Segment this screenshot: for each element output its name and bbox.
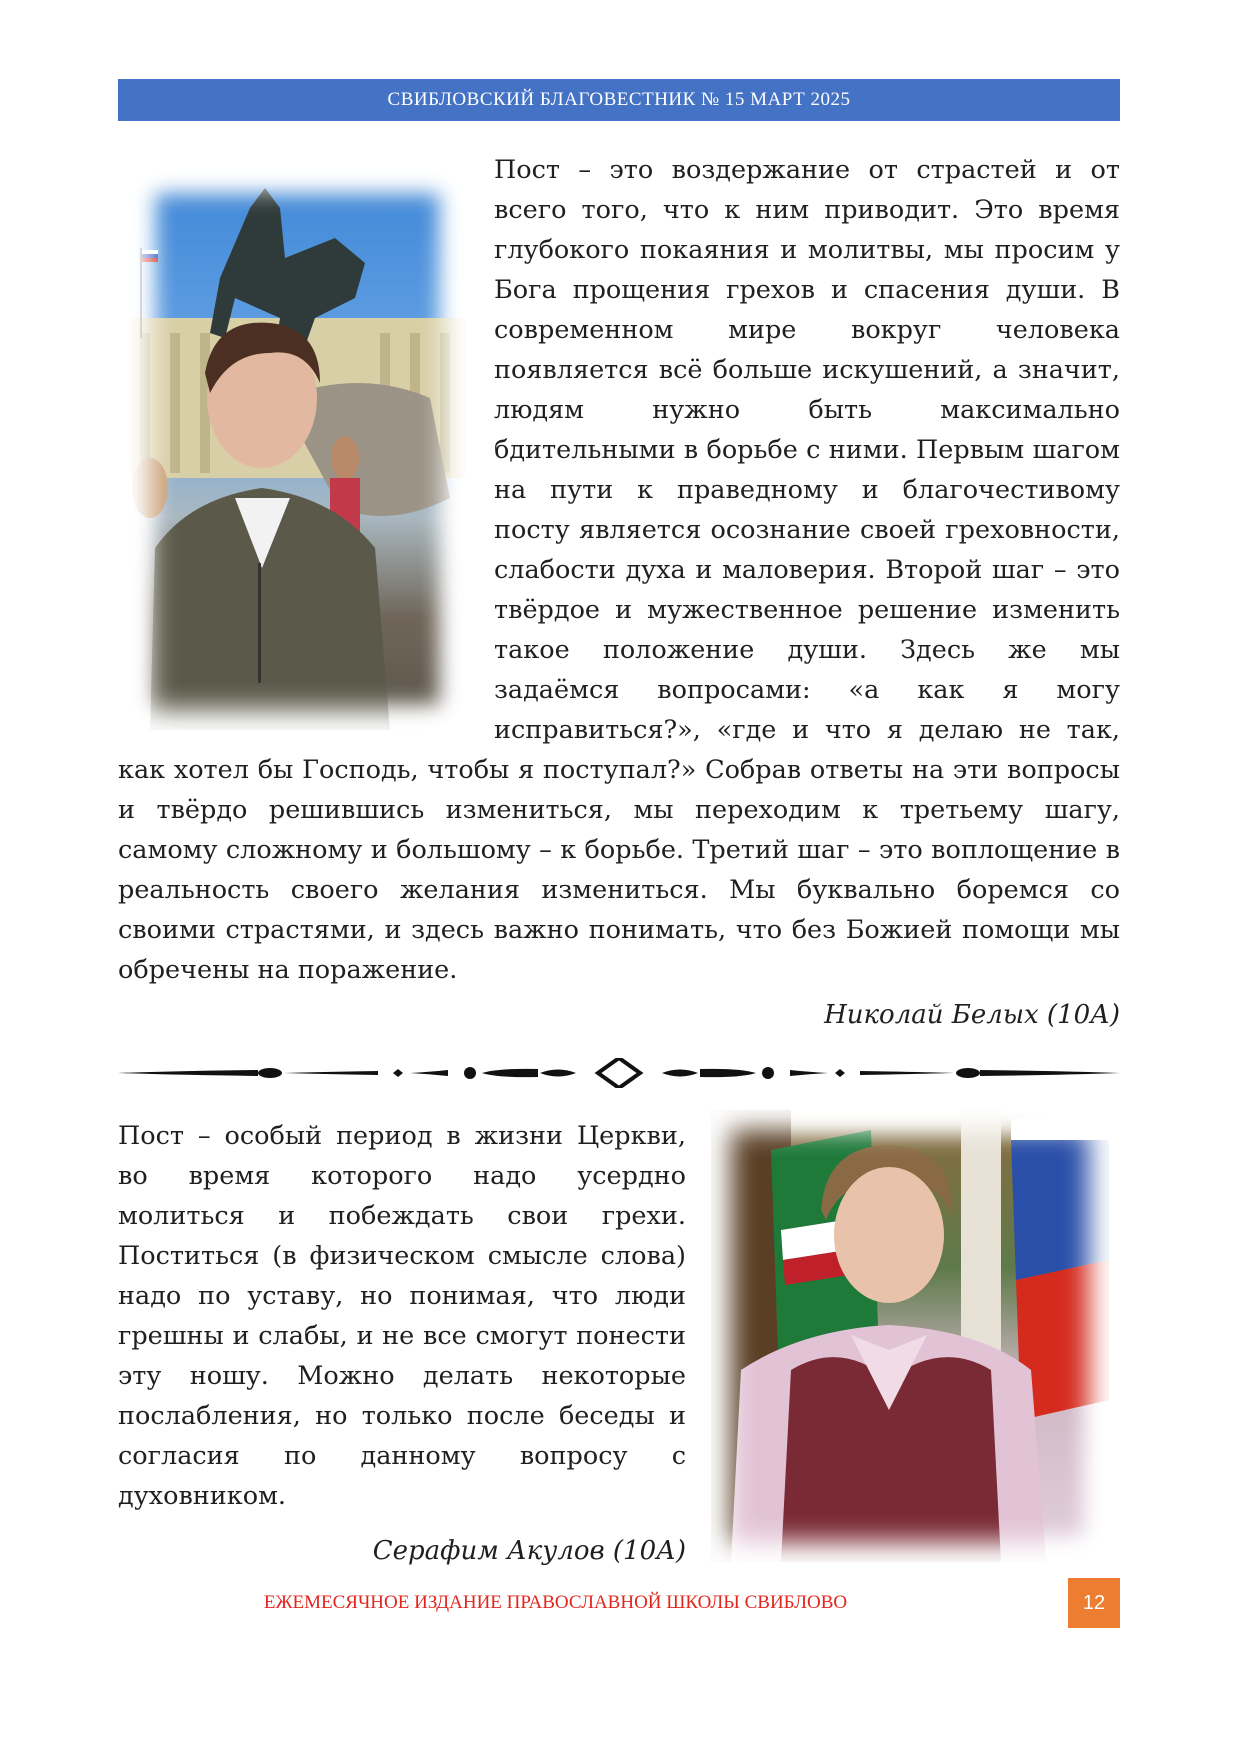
page-number-badge — [1068, 1578, 1120, 1628]
article-2-text — [118, 1116, 686, 1516]
author-photo-2 — [711, 1110, 1109, 1562]
article-1-body: Пост – это воздержание от страстей и от всего того, что к ним приводит. Это время глубокого покаяния и молитвы, мы просим у Бога прощения грехов и спасения души. В современном мире вокруг человека появляется всё больше искушений, а значит, людям нужно быть максимально бдительными в борьбе с ними. Первым шагом на пути к праведному и благочестивому посту является осознание своей греховности, слабости духа и маловерия. Второй шаг – это твёрдое и мужественное решение изменить такое положение души. Здесь же мы задаёмся вопросами: «а как я могу исправиться?», «где и что я делаю не так, как хотел бы Господь, чтобы я поступал?» Собрав ответы на эти вопросы и твёрдо решившись измениться, мы переходим к третьему шагу, самому сложному и большому – к борьбе. Третий шаг – это воплощение в реальность своего желания измениться. Мы буквально боремся со своими страстями, и здесь важно понимать, что без Божией помощи мы обречены на поражение. — [118, 155, 1120, 985]
page-header — [118, 79, 1120, 121]
page-number: 12 — [1082, 1591, 1106, 1614]
article-1-author: Николай Белых (10А) — [824, 1000, 1120, 1030]
article-1-text — [118, 150, 1120, 990]
photo-1-float-space — [118, 150, 494, 750]
flags-portrait-illustration — [711, 1110, 1109, 1562]
footer-publication: ЕЖЕМЕСЯЧНОЕ ИЗДАНИЕ ПРАВОСЛАВНОЙ ШКОЛЫ СВИБЛОВО — [263, 1592, 848, 1613]
header-title: СВИБЛОВСКИЙ БЛАГОВЕСТНИК № 15 МАРТ 2025 — [387, 89, 851, 110]
ornamental-divider — [118, 1058, 1120, 1088]
article-2-author: Серафим Акулов (10А) — [372, 1536, 686, 1566]
article-2-body: Пост – особый период в жизни Церкви, во время которого надо усердно молиться и побеждать свои грехи. Поститься (в физическом смысле слова) надо по уставу, но понимая, что люди грешны и слабы, и не все смогут понести эту ношу. Можно делать некоторые послабления, но только после беседы и согласия по данному вопросу с духовником. — [118, 1121, 686, 1511]
